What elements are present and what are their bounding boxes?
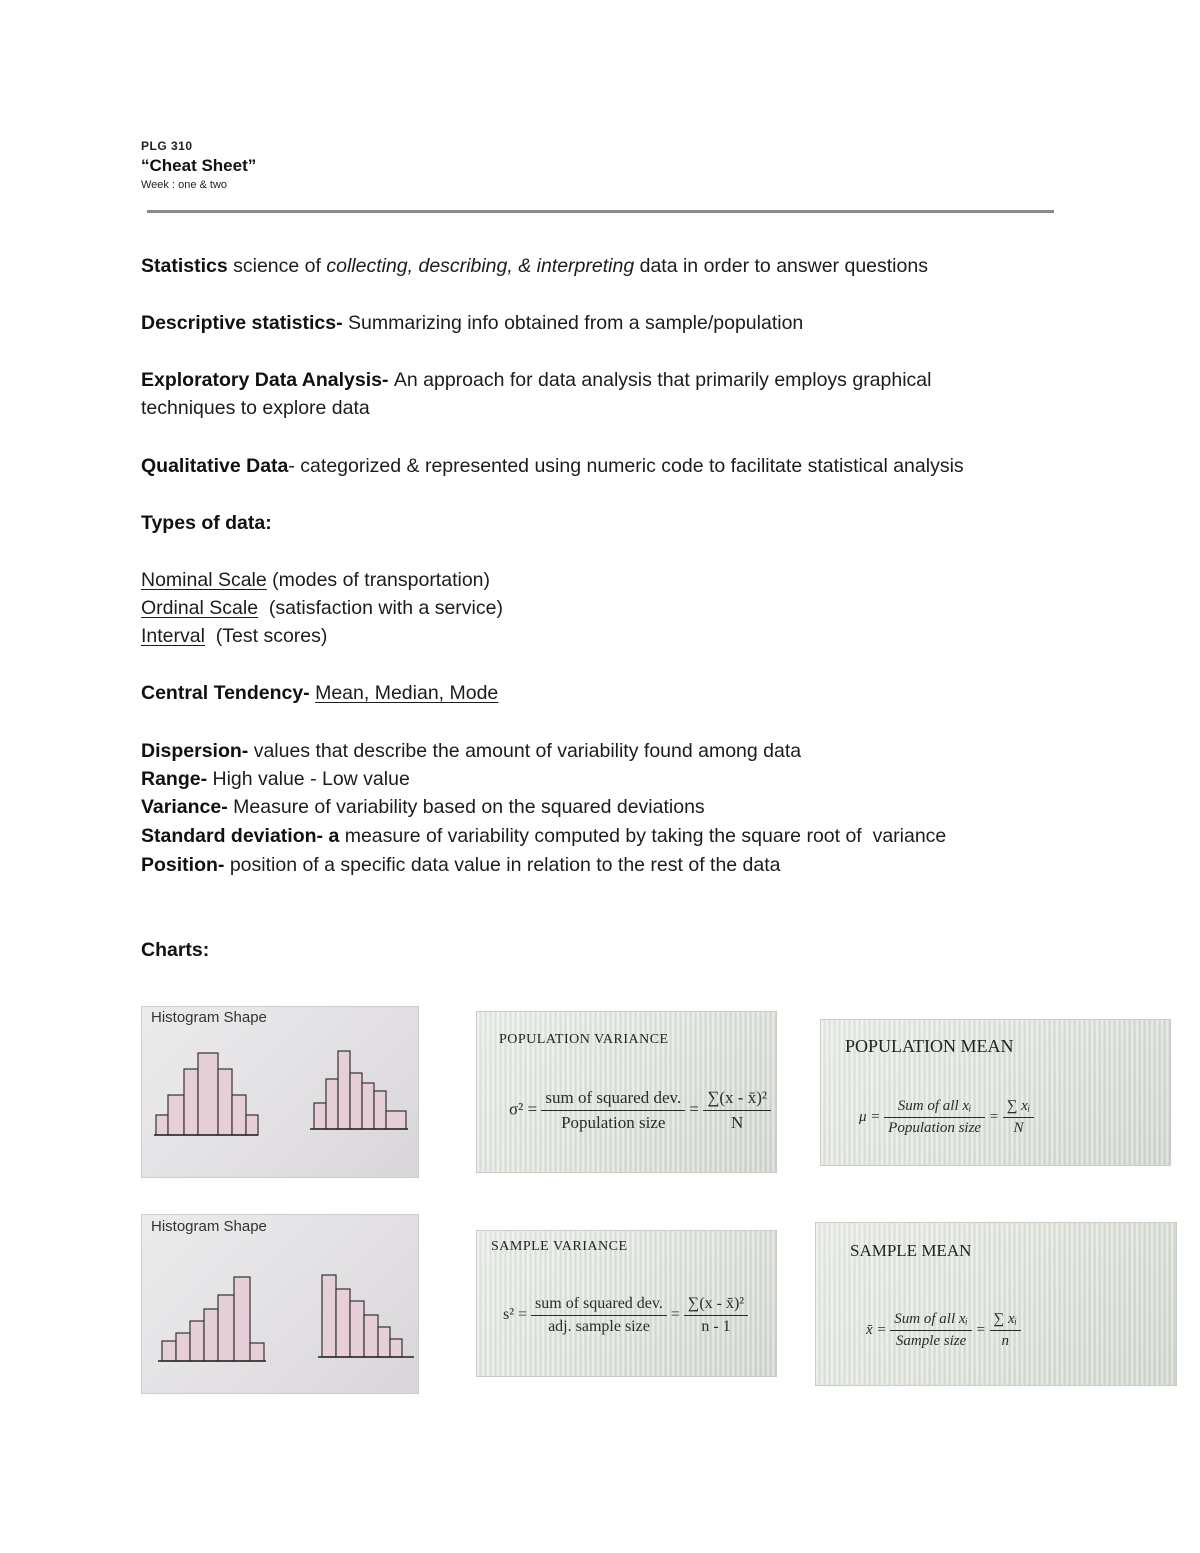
formula-symbol: μ =	[859, 1108, 881, 1125]
formula-symbol: σ² =	[509, 1099, 538, 1119]
charts-heading-text: Charts:	[141, 939, 210, 961]
type-desc: (satisfaction with a service)	[258, 597, 503, 619]
panel-title: Histogram Shape	[151, 1218, 267, 1235]
formula-denominator: adj. sample size	[548, 1318, 650, 1335]
type-name: Ordinal Scale	[141, 597, 259, 619]
term-qualitative: Qualitative Data	[141, 455, 289, 477]
formula-symbol: s² =	[503, 1306, 528, 1324]
def-central-tendency	[141, 679, 498, 707]
type-nominal	[141, 566, 490, 594]
formula-denominator: n	[1001, 1333, 1010, 1349]
def-italic: collecting, describing, & interpreting	[326, 255, 635, 277]
sample-variance-photo	[476, 1230, 777, 1377]
def-text: - categorized & represented using numeric code to facilitate statistical analysis	[288, 455, 964, 477]
population-variance-formula	[509, 1088, 771, 1133]
histogram-sketch-1	[142, 1007, 418, 1177]
formula-numerator: sum of squared dev.	[531, 1295, 667, 1316]
formula-symbol: x̄ =	[866, 1321, 887, 1338]
formula-denominator: Population size	[561, 1113, 666, 1132]
types-heading-text: Types of data:	[141, 512, 272, 534]
formula-numerator: Sum of all xᵢ	[890, 1311, 972, 1331]
sample-variance-formula	[503, 1295, 748, 1336]
formula-fraction	[890, 1311, 972, 1350]
def-variance	[141, 793, 705, 821]
term-statistics: Statistics	[141, 255, 228, 277]
panel-title: POPULATION MEAN	[845, 1036, 1014, 1056]
def-text: Summarizing info obtained from a sample/population	[348, 312, 804, 334]
central-measures: Mean, Median, Mode	[315, 682, 499, 704]
def-qualitative	[141, 452, 964, 480]
formula-fraction	[1003, 1098, 1034, 1137]
def-dispersion	[141, 737, 801, 765]
sample-mean-photo	[815, 1222, 1177, 1386]
formula-equals: =	[670, 1306, 680, 1324]
charts-heading	[141, 936, 209, 964]
def-text: An approach for data analysis that primarily employs graphical	[393, 369, 932, 391]
term-range: Range-	[141, 768, 213, 790]
panel-title: Histogram Shape	[151, 1009, 267, 1026]
term-eda: Exploratory Data Analysis-	[141, 369, 394, 391]
def-text: values that describe the amount of variability found among data	[253, 740, 802, 762]
panel-title: SAMPLE VARIANCE	[491, 1239, 628, 1254]
formula-numerator: ∑ xᵢ	[1003, 1098, 1034, 1118]
formula-denominator: Sample size	[895, 1333, 967, 1349]
def-text: data in order to answer questions	[634, 255, 928, 277]
def-std-dev	[141, 822, 946, 850]
document-title: “Cheat Sheet”	[141, 156, 257, 175]
course-code: PLG 310	[141, 139, 193, 153]
term-central: Central Tendency-	[141, 682, 316, 704]
def-text: measure of variability computed by taking the square root of variance	[344, 825, 947, 847]
type-name: Interval	[141, 625, 205, 647]
formula-fraction	[531, 1295, 667, 1336]
formula-numerator: sum of squared dev.	[541, 1088, 685, 1111]
formula-fraction	[884, 1098, 985, 1137]
formula-numerator: ∑(x - x̄)²	[703, 1088, 771, 1111]
def-statistics	[141, 252, 928, 280]
histogram-photo-2	[141, 1214, 419, 1394]
formula-fraction	[990, 1311, 1021, 1350]
formula-fraction	[703, 1088, 771, 1133]
histogram-photo-1	[141, 1006, 419, 1178]
def-eda	[141, 366, 931, 394]
type-interval	[141, 622, 327, 650]
formula-equals: =	[988, 1108, 999, 1125]
def-text: High value - Low value	[212, 768, 410, 790]
term-descriptive: Descriptive statistics-	[141, 312, 349, 334]
formula-fraction	[684, 1295, 748, 1336]
def-position	[141, 851, 781, 879]
type-ordinal	[141, 594, 503, 622]
type-desc: (Test scores)	[204, 625, 328, 647]
type-name: Nominal Scale	[141, 569, 267, 591]
population-variance-photo	[476, 1011, 777, 1173]
formula-denominator: N	[1013, 1120, 1024, 1136]
weeks-subtitle: Week : one & two	[141, 179, 228, 191]
def-eda-cont: techniques to explore data	[141, 397, 370, 419]
formula-numerator: Sum of all xᵢ	[884, 1098, 985, 1118]
histogram-sketch-2	[142, 1215, 418, 1393]
def-text: Measure of variability based on the squared deviations	[233, 796, 705, 818]
term-dispersion: Dispersion-	[141, 740, 254, 762]
formula-denominator: N	[730, 1113, 744, 1132]
term-position: Position-	[141, 854, 230, 876]
panel-title: SAMPLE MEAN	[850, 1241, 972, 1260]
formula-equals: =	[689, 1099, 700, 1119]
formula-numerator: ∑(x - x̄)²	[684, 1295, 748, 1316]
formula-equals: =	[975, 1321, 986, 1338]
population-mean-photo	[820, 1019, 1171, 1166]
population-mean-formula	[859, 1098, 1034, 1137]
panel-title: POPULATION VARIANCE	[499, 1032, 669, 1047]
types-heading	[141, 509, 272, 537]
def-text: science of	[227, 255, 327, 277]
formula-denominator: n - 1	[701, 1318, 731, 1335]
type-desc: (modes of transportation)	[266, 569, 491, 591]
formula-denominator: Population size	[888, 1120, 982, 1136]
term-std-dev: Standard deviation- a	[141, 825, 345, 847]
def-descriptive	[141, 309, 803, 337]
def-text: position of a specific data value in relation to the rest of the data	[229, 854, 781, 876]
term-variance: Variance-	[141, 796, 234, 818]
formula-numerator: ∑ xᵢ	[990, 1311, 1021, 1331]
header-divider	[147, 210, 1054, 213]
formula-fraction	[541, 1088, 685, 1133]
sample-mean-formula	[866, 1311, 1021, 1350]
def-range	[141, 765, 410, 793]
